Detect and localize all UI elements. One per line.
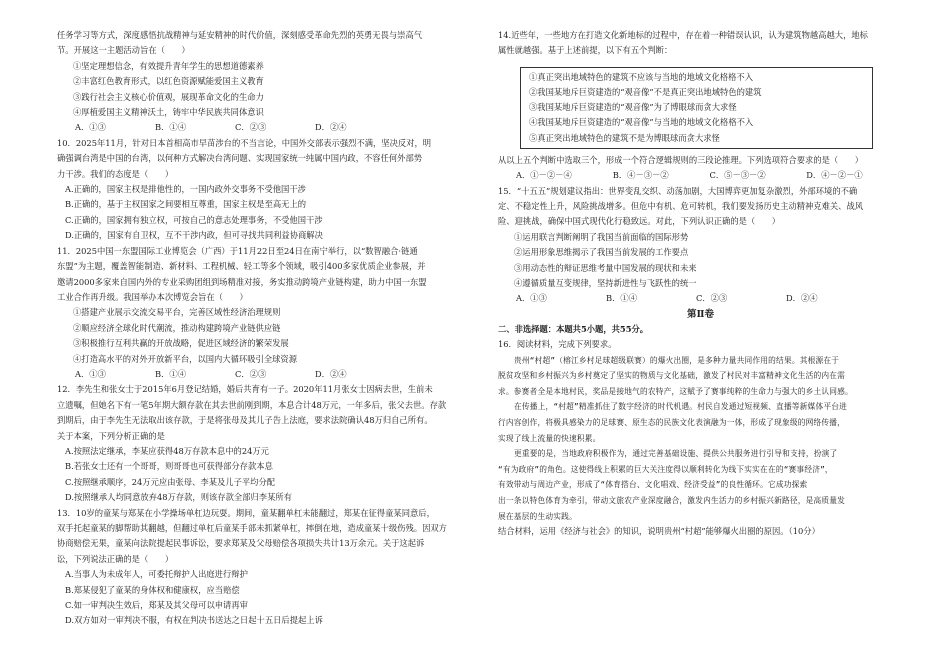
q13-stem: 协商赔偿无果，童某向法院提起民事诉讼，要求郑某及父母赔偿各项损失共计13万余元。关于这起诉 <box>57 538 425 549</box>
choice-a[interactable]: A．①－②－④ <box>516 170 572 181</box>
q13-stem: 讼，下列说法正确的是（ ） <box>57 553 174 564</box>
q16-material <box>498 353 903 525</box>
q15-stem: 险、迎挑战，确保中国式现代化行稳致远。对此，下列认识正确的是（ ） <box>498 216 781 227</box>
q12-stem: 到期后，由于李先生无法取出该存款，于是将张母及其儿子告上法庭，要求法院确认48万归自己所有。 <box>57 415 433 426</box>
q9-choices <box>57 120 462 135</box>
q12-choice-a[interactable]: A.按照法定继承，李某应获得48万存款本息中的24万元 <box>65 445 269 456</box>
judgement-item: ④我国某地斥巨资建造的“观音像”与当地的地域文化格格不入 <box>529 117 754 128</box>
q15-item: ③用动态性的辩证思维考量中国发展的现状和未来 <box>514 262 697 273</box>
choice-c[interactable]: C．②③ <box>696 293 728 304</box>
material-line: 实现了线上流量的快速积累。 <box>498 433 601 443</box>
material-line: 更重要的是，当地政府积极作为，通过完善基础设施、提供公共服务进行引导和支持，扮演了 <box>514 449 838 459</box>
right-column <box>498 28 903 540</box>
q10-choice-a[interactable]: A.正确的，国家主权是排他性的，一国内政外交事务不受他国干涉 <box>65 184 306 195</box>
choice-b[interactable]: B．①④ <box>155 368 186 379</box>
material-line: “有为政府”的角色。这使得线上积累的巨大关注度得以顺利转化为线下实实在在的“赛事经济”， <box>498 464 833 474</box>
judgement-item: ①真正突出地域特色的建筑不应该与当地的地域文化格格不入 <box>529 71 754 82</box>
judgement-item: ③我国某地斥巨资建造的“观音像”为了博眼球而贪大求怪 <box>529 102 737 113</box>
judgement-item: ⑤真正突出地域特色的建筑不是为博眼球而贪大求怪 <box>529 132 720 143</box>
material-line: 贵州“村超”（榕江乡村足球超级联赛）的爆火出圈，是多种力量共同作用的结果。其根源在于 <box>514 355 840 365</box>
q14-choices <box>498 168 903 183</box>
choice-b[interactable]: B．①④ <box>606 293 637 304</box>
q11-stem: 东盟”为主题，覆盖智能制造、新材料、工程机械、轻工等多个领域，吸引400多家优质企业参展，并 <box>57 261 426 272</box>
choice-d[interactable]: D．②④ <box>315 122 347 133</box>
q15-stem: 定、不稳定性上升，风险挑战增多。但危中有机、危可转机，我们要发扬历史主动精神克难关、战风 <box>498 201 864 212</box>
q12-stem: 关于本案，下列分析正确的是 <box>57 430 165 441</box>
q15-stem: 15．“十五五”规划建议指出：世界变乱交织、动荡加剧，大国博弈更加复杂激烈，外部环境的不确 <box>498 185 858 196</box>
q12-choice-b[interactable]: B.若张女士还有一个哥哥，则哥哥也可获得部分存款本息 <box>65 461 273 472</box>
q12-choice-d[interactable]: D.按照继承人均同意放弃48万存款，则该存款全部归李某所有 <box>65 492 292 503</box>
choice-c[interactable]: C．②③ <box>235 122 267 133</box>
q14-stem: 14.近些年，一些地方在打造文化新地标的过程中，存在着一种错误认识，认为建筑物越高越大，地标 <box>498 30 868 40</box>
choice-d[interactable]: D．④－②－① <box>806 170 863 181</box>
q16-intro: 16．阅读材料，完成下列要求。 <box>498 339 617 350</box>
choice-c[interactable]: C．②③ <box>235 368 267 379</box>
q13-choice-d[interactable]: D.双方如对一审判决不服，有权在判决书送达之日起十五日后提起上诉 <box>65 615 323 626</box>
q10-choice-c[interactable]: C.正确的，国家拥有独立权，可按自己的意志处理事务，不受他国干涉 <box>65 214 323 225</box>
material-line: 有效带动与周边产业，形成了“体育搭台、文化唱戏、经济受益”的良性循环。它成功探索 <box>498 480 808 490</box>
q10-choice-b[interactable]: B.正确的，基于主权国家之间要相互尊重，国家主权是至高无上的 <box>65 199 307 210</box>
q10-stem: 确强调台湾是中国的台湾，以何种方式解决台湾问题、实现国家统一纯属中国内政，不容任何外部势 <box>57 153 423 164</box>
q15-item: ④遵循质量互变规律，坚持新进性与飞跃性的统一 <box>514 278 697 289</box>
material-line: 展在基层的生动实践。 <box>498 511 577 521</box>
choice-a[interactable]: A．①③ <box>516 293 547 304</box>
q11-stem: 11．2025中国一东盟国际工业博览会（广西）于11月22日至24日在南宁举行，以“数智融合·链通 <box>57 245 418 256</box>
q13-choice-c[interactable]: C.如一审判决生效后，郑某及其父母可以申请再审 <box>65 600 248 611</box>
q11-choices <box>57 367 462 382</box>
q11-item: ③积极推行互利共赢的开放战略，促进区域经济的繁荣发展 <box>73 338 289 349</box>
judgement-item: ②我国某地斥巨资建造的“观音像”不是真正突出地域特色的建筑 <box>529 87 762 98</box>
q13-choice-b[interactable]: B.郑某侵犯了童某的身体权和健康权，应当赔偿 <box>65 584 240 595</box>
q9-item: ①坚定理想信念，有效提升青年学生的思想道德素养 <box>73 60 264 71</box>
q13-stem: 双手托起童某的脚帮助其翻越，但翻过单杠后童某手部未抓紧单杠，摔倒在地，造成童某十级伤残。因双方 <box>57 523 447 533</box>
q11-item: ①搭建产业展示交流交易平台，完善区域性经济治理规则 <box>73 307 281 318</box>
left-column <box>57 28 462 629</box>
q14-judgement-box <box>520 67 873 149</box>
q10-stem: 10．2025年11月，针对日本首相高市早苗涉台的不当言论，中国外交部表示强烈不满，坚决反对，明 <box>57 137 432 148</box>
material-line: 行内容创作，将极具感染力的足球赛、原生态的民族文化表演融为一体，形成了现象级的网络传播， <box>498 418 846 428</box>
choice-d[interactable]: D．②④ <box>315 368 347 379</box>
q12-choice-c[interactable]: C.按照继承顺序，24万元应由张母、李某及儿子平均分配 <box>65 476 276 487</box>
q10-choice-d[interactable]: D.正确的，国家有自卫权，互不干涉内政，但可寻找共同利益协商解决 <box>65 230 323 241</box>
q16-task: 结合材料，运用《经济与社会》的知识，说明贵州“村超”能够爆火出圈的原因。（10分） <box>498 526 820 537</box>
q15-item: ②运用形象思维揭示了我国当前发展的工作要点 <box>514 247 689 258</box>
q14-stem: 属性就越强。基于上述前提，以下有五个判断： <box>498 45 673 56</box>
q12-stem: 立遗嘱，但她名下有一笔5年期大额存款在其去世前刚到期，本息合计48万元，一年多后，张父去世。存款 <box>57 399 447 410</box>
choice-b[interactable]: B．①④ <box>155 122 186 133</box>
q11-stem: 邀请2000多家来自国内外的专业采购团组到场精准对接，务实推动跨境产业链构建，助力中国一东盟 <box>57 276 427 287</box>
q13-choice-a[interactable]: A.当事人为未成年人，可委托辩护人出庭进行辩护 <box>65 569 248 580</box>
material-line: 脱贫攻坚和乡村振兴为乡村奠定了坚实的物质与文化基础，激发了村民对丰富精神文化生活的内在需 <box>498 371 846 381</box>
q15-item: ①运用联言判断阐明了我国当前面临的国际形势 <box>514 231 689 242</box>
choice-b[interactable]: B．④－③－② <box>612 170 669 181</box>
material-line: 在传播上，“村超”精准抓住了数字经济的时代机遇。村民自发通过短视频、直播等新媒体平台进 <box>514 402 848 412</box>
choice-a[interactable]: A．①③ <box>75 122 106 133</box>
material-line: 求。参赛者全是本地村民，奖品是接地气的农特产，这赋予了赛事纯粹的生命力与强大的乡土认同感。 <box>498 386 853 396</box>
section-two-heading: 二、非选择题：本题共5小题，共55分。 <box>498 323 649 334</box>
intro-line-2: 节。开展这一主题活动旨在（ ） <box>57 45 190 56</box>
q9-item: ④厚植爱国主义精神沃土，铸牢中华民族共同体意识 <box>73 107 264 118</box>
q9-item: ②丰富红色教育形式，以红色资源赋能爱国主义教育 <box>73 76 264 87</box>
q12-stem: 12．李先生和张女士于2015年6月登记结婚，婚后共育有一子。2020年11月张女士因病去世，生前未 <box>57 384 433 395</box>
q9-item: ③践行社会主义核心价值观，展现革命文化的生命力 <box>73 91 264 102</box>
material-line: 出一条以特色体育为牵引，带动文旅农产业深度融合，激发内生活力的乡村振兴新路径，是高质量发 <box>498 496 846 506</box>
choice-c[interactable]: C．⑤－③－② <box>709 170 766 181</box>
q11-item: ②顺应经济全球化时代潮流，推动构建跨境产业链供应链 <box>73 322 281 333</box>
choice-a[interactable]: A．①③ <box>75 368 106 379</box>
q10-stem: 力干涉。我们的态度是（ ） <box>57 168 174 179</box>
q11-item: ④打造高水平的对外开放新平台，以国内大循环吸引全球资源 <box>73 353 298 364</box>
choice-d[interactable]: D．②④ <box>786 293 818 304</box>
part-two-title: 第Ⅱ卷 <box>686 308 714 320</box>
q15-choices <box>498 291 903 306</box>
intro-line-1: 任务学习等方式，深度感悟抗战精神与延安精神的时代价值，深刻感受革命先烈的英勇无畏与崇高气 <box>57 30 423 40</box>
q11-stem: 工业合作再升级。我国举办本次博览会旨在（ ） <box>57 291 248 302</box>
q13-stem: 13．10岁的童某与郑某在小学操场单杠边玩耍。期间，童某翻单杠未能翻过，郑某在征得童某同意后， <box>57 507 435 518</box>
q14-ask: 从以上五个判断中选取三个，形成一个符合逻辑规则的三段论推理。下列选项符合要求的是（ ） <box>498 154 864 165</box>
